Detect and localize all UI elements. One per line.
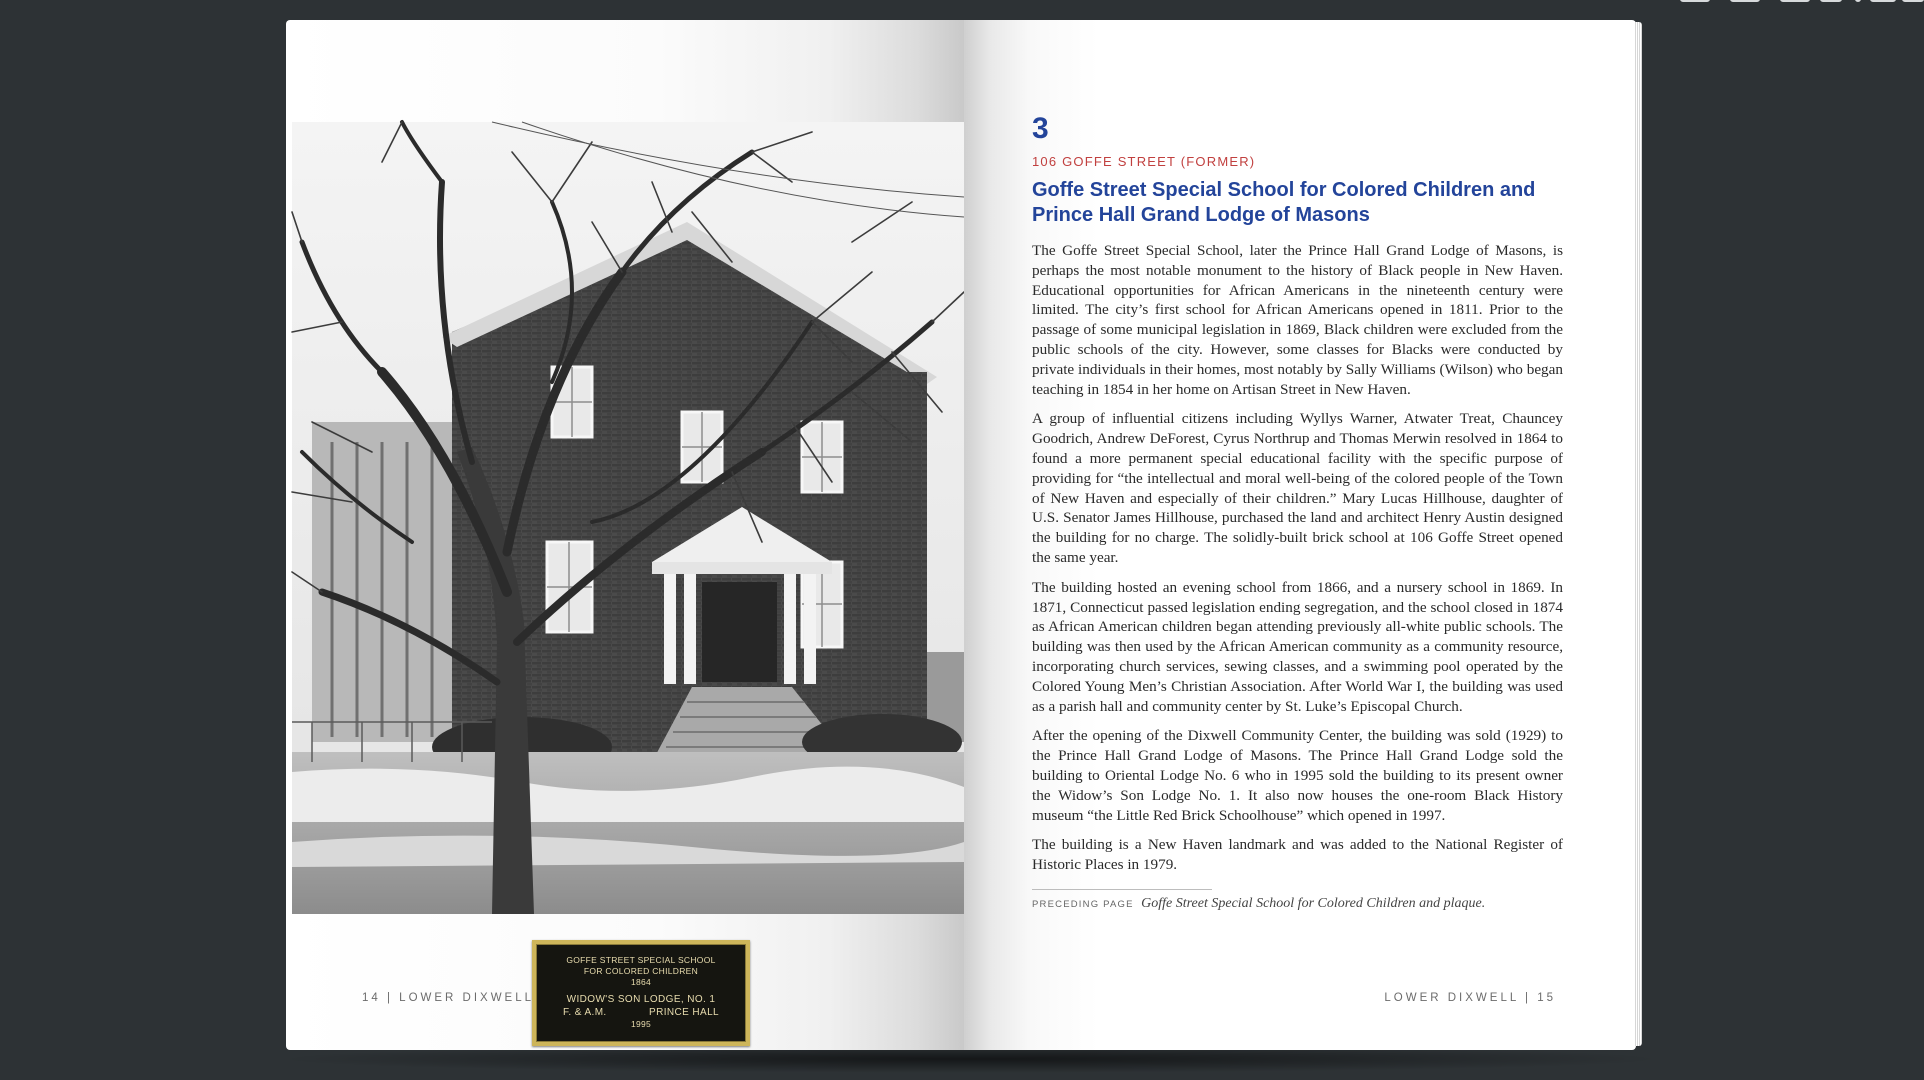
body-paragraph: The building is a New Haven landmark and was added to the National Register of Historic Places in 1979. [1032,836,1563,874]
viewer-toolbar [1520,0,1920,6]
body-paragraph: The building hosted an evening school from 1866, and a nursery school in 1869. In 1871, Connecticut passed legislation ending segregation, and the school closed in 1874 as African American children began attending previously all-white public schools. The building was then used by the African American community as a community resource, incorporating church services, sewing classes, and a swimming pool operated by the Colored Young Men’s Christian Association. After World War I, the building was used as a parish hall and community center by St. Luke’s Episcopal Church. [1032,578,1563,715]
plaque-line: 1995 [630,1019,652,1029]
plaque-line: F. & A.M. [563,1007,607,1018]
article-content [1032,112,1563,912]
body-paragraph: The Goffe Street Special School, later the Prince Hall Grand Lodge of Masons, is perhaps the most notable monument to the history of Black people in New Haven. Educational opportunities for African Americans in the nineteenth century were limited. The city’s first school for African Americans opened in 1811. Prior to the passage of some municipal legislation in 1869, Black children were excluded from the public schools of the city. However, some classes for Blacks were conducted by private individuals in their homes, most notably by Sally Williams (Wilson) who began teaching in 1854 in her home on Artisan Street in New Haven. [1032,242,1563,398]
right-page-folio: LOWER DIXWELL | 15 [1384,992,1556,1004]
plaque-line: 1864 [630,977,652,987]
memorial-plaque [532,940,750,1046]
plaque-line: WIDOW'S SON LODGE, NO. 1 [566,994,716,1005]
chapter-number: 3 [1032,112,1049,145]
pin-icon[interactable] [1855,0,1861,2]
page-stack-edge [1634,22,1642,1046]
caption-divider [1032,889,1212,890]
caption-label: PRECEDING PAGE [1032,898,1134,910]
body-paragraph: A group of influential citizens including Wyllys Warner, Atwater Treat, Chauncey Goodrich, Andrew DeForest, Cyrus Northrup and Thomas Merwin resolved in 1864 to found a more permanent special educational facility with the specific purpose of providing for “the intellectual and moral well-being of the colored people of the Town of New Haven and especially of their children.” Mary Lucas Hillhouse, daughter of U.S. Senator James Hillhouse, purchased the land and architect Henry Austin designed the building for no charge. The solidly-built brick school at 106 Goffe Street opened the same year. [1032,410,1563,566]
page-icon[interactable] [1870,0,1896,2]
plaque-line: PRINCE HALL [649,1007,719,1018]
plaque-line: GOFFE STREET SPECIAL SCHOOL [566,955,716,965]
body-paragraph: After the opening of the Dixwell Community Center, the building was sold (1929) to the Prince Hall Grand Lodge of Masons. The Prince Hall Grand Lodge sold the building to Oriental Lodge No. 6 who in 1995 sold the building to its present owner the Widow’s Son Lodge No. 1. It also now houses the one-room Black History museum “the Little Red Brick Schoolhouse” which opened in 1997. [1032,727,1563,824]
building-photo-illustration [292,122,964,914]
grid-icon[interactable] [1680,0,1710,2]
caption-text: Goffe Street Special School for Colored Children and plaque. [1141,895,1486,911]
left-page-folio: 14 | LOWER DIXWELL [362,992,535,1004]
page-icon[interactable] [1902,0,1924,2]
page-icon[interactable] [1730,0,1760,2]
plaque-line: FOR COLORED CHILDREN [583,966,699,976]
page-icon[interactable] [1820,0,1842,2]
article-title: Goffe Street Special School for Colored Children and Prince Hall Grand Lodge of Masons [1032,179,1536,226]
page-icon[interactable] [1780,0,1810,2]
photo-caption [1032,896,1563,912]
site-address: 106 GOFFE STREET (FORMER) [1032,154,1256,169]
left-page[interactable] [286,20,964,1050]
